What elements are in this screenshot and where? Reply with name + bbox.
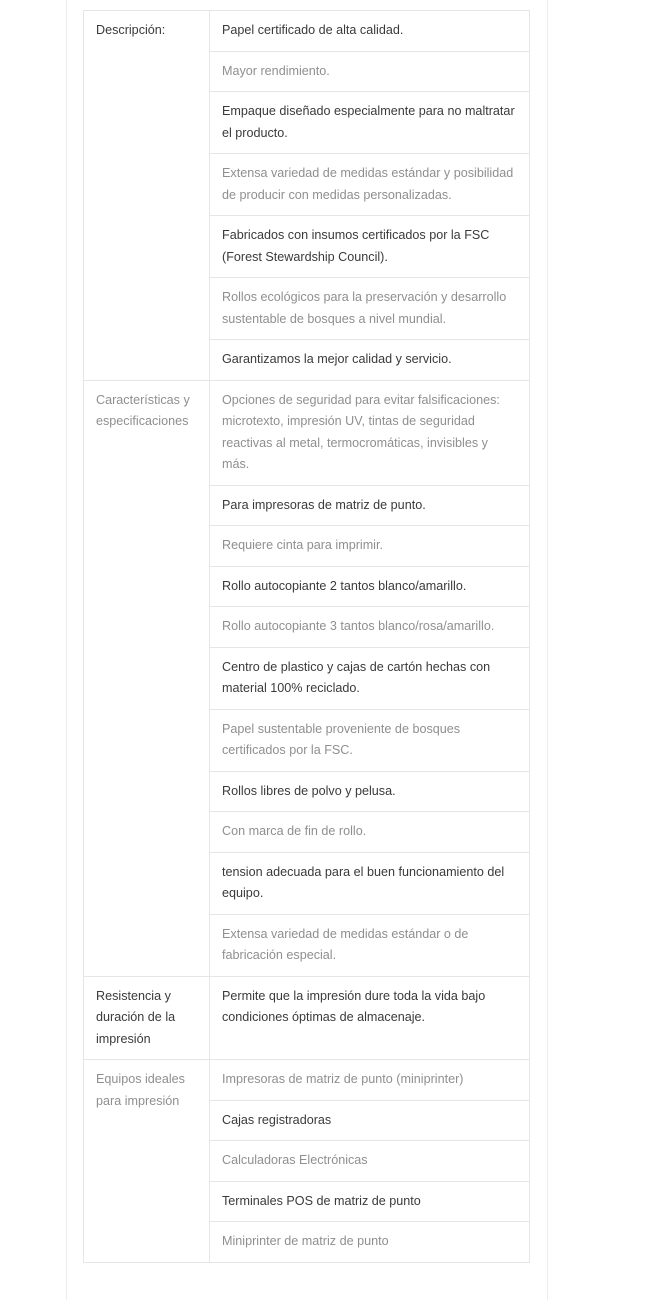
spec-value-cell: Fabricados con insumos certificados por la FSC (Forest Stewardship Council). bbox=[210, 216, 530, 278]
spec-value-cell: tension adecuada para el buen funcionamiento del equipo. bbox=[210, 852, 530, 914]
section-label: Descripción: bbox=[84, 11, 210, 381]
spec-value-cell: Rollo autocopiante 2 tantos blanco/amarillo. bbox=[210, 566, 530, 607]
spec-value-cell: Extensa variedad de medidas estándar y posibilidad de producir con medidas personalizadas. bbox=[210, 154, 530, 216]
section-label: Características y especificaciones bbox=[84, 380, 210, 976]
spec-value-cell: Rollos ecológicos para la preservación y desarrollo sustentable de bosques a nivel mundial. bbox=[210, 278, 530, 340]
spec-value-cell: Cajas registradoras bbox=[210, 1100, 530, 1141]
spec-value-cell: Para impresoras de matriz de punto. bbox=[210, 485, 530, 526]
specifications-table bbox=[83, 10, 530, 1263]
spec-value-cell: Rollos libres de polvo y pelusa. bbox=[210, 771, 530, 812]
spec-value-cell: Garantizamos la mejor calidad y servicio. bbox=[210, 340, 530, 381]
spec-value-cell: Centro de plastico y cajas de cartón hechas con material 100% reciclado. bbox=[210, 647, 530, 709]
spec-value-cell: Papel sustentable proveniente de bosques certificados por la FSC. bbox=[210, 709, 530, 771]
spec-value-cell: Extensa variedad de medidas estándar o de fabricación especial. bbox=[210, 914, 530, 976]
spec-value-cell: Impresoras de matriz de punto (miniprinter) bbox=[210, 1060, 530, 1101]
spec-value-cell: Empaque diseñado especialmente para no maltratar el producto. bbox=[210, 92, 530, 154]
spec-value-cell: Permite que la impresión dure toda la vida bajo condiciones óptimas de almacenaje. bbox=[210, 976, 530, 1060]
spec-value-cell: Rollo autocopiante 3 tantos blanco/rosa/amarillo. bbox=[210, 607, 530, 648]
section-label: Equipos ideales para impresión bbox=[84, 1060, 210, 1263]
spec-value-cell: Opciones de seguridad para evitar falsificaciones: microtexto, impresión UV, tintas de seguridad reactivas al metal, termocromáticas, invisibles y más. bbox=[210, 380, 530, 485]
section-label: Resistencia y duración de la impresión bbox=[84, 976, 210, 1060]
table-row bbox=[84, 976, 530, 1060]
spec-value-cell: Requiere cinta para imprimir. bbox=[210, 526, 530, 567]
spec-value-cell: Con marca de fin de rollo. bbox=[210, 812, 530, 853]
spec-value-cell: Miniprinter de matriz de punto bbox=[210, 1222, 530, 1263]
spec-value-cell: Terminales POS de matriz de punto bbox=[210, 1181, 530, 1222]
spec-value-cell: Papel certificado de alta calidad. bbox=[210, 11, 530, 52]
table-row bbox=[84, 11, 530, 52]
table-row bbox=[84, 380, 530, 485]
specifications-table-body bbox=[84, 11, 530, 1263]
spec-value-cell: Calculadoras Electrónicas bbox=[210, 1141, 530, 1182]
table-row bbox=[84, 1060, 530, 1101]
spec-value-cell: Mayor rendimiento. bbox=[210, 51, 530, 92]
